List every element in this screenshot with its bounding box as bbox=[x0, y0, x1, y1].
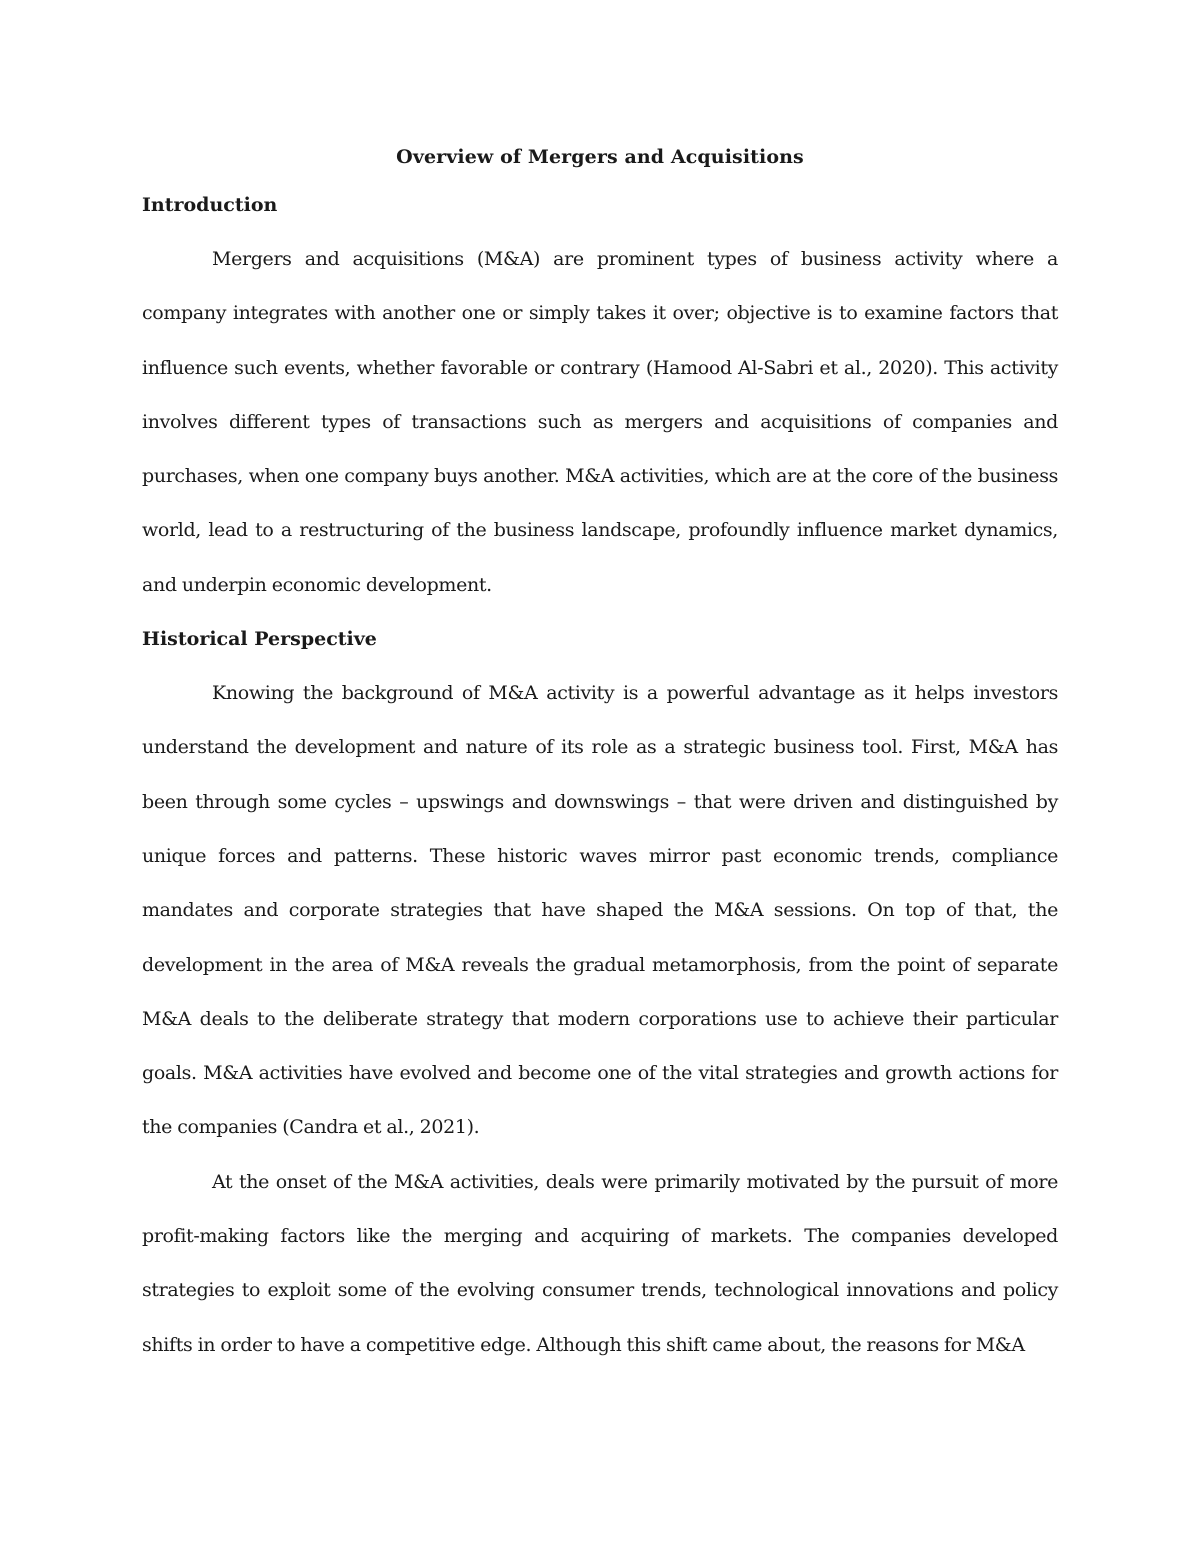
introduction-paragraph: Mergers and acquisitions (M&A) are prominent types of business activity where a company integrates with another one or simply takes it over; objective is to examine factors that influence such events, whether favorable or contrary (Hamood Al-Sabri et al., 2020). This activity involves different types of transactions such as mergers and acquisitions of companies and purchases, when one company buys another. M&A activities, which are at the core of the business world, lead to a restructuring of the business landscape, profoundly influence market dynamics, and underpin economic development. bbox=[142, 248, 1058, 596]
historical-paragraph-1: Knowing the background of M&A activity is a powerful advantage as it helps investors understand the development and nature of its role as a strategic business tool. First, M&A has been through some cycles – upswings and downswings – that were driven and distinguished by unique forces and patterns. These historic waves mirror past economic trends, compliance mandates and corporate strategies that have shaped the M&A sessions. On top of that, the development in the area of M&A reveals the gradual metamorphosis, from the point of separate M&A deals to the deliberate strategy that modern corporations use to achieve their particular goals. M&A activities have evolved and become one of the vital strategies and growth actions for the companies (Candra et al., 2021). bbox=[142, 682, 1058, 1139]
document-title: Overview of Mergers and Acquisitions bbox=[396, 146, 804, 168]
section-heading-historical-perspective: Historical Perspective bbox=[142, 628, 377, 651]
historical-paragraph-2: At the onset of the M&A activities, deals were primarily motivated by the pursuit of more profit-making factors like the merging and acquiring of markets. The companies developed strategies to exploit some of the evolving consumer trends, technological innovations and policy shifts in order to have a competitive edge. Although this shift came about, the reasons for M&A bbox=[142, 1170, 1058, 1356]
document-body bbox=[142, 137, 1058, 1372]
section-heading-introduction: Introduction bbox=[142, 194, 278, 216]
